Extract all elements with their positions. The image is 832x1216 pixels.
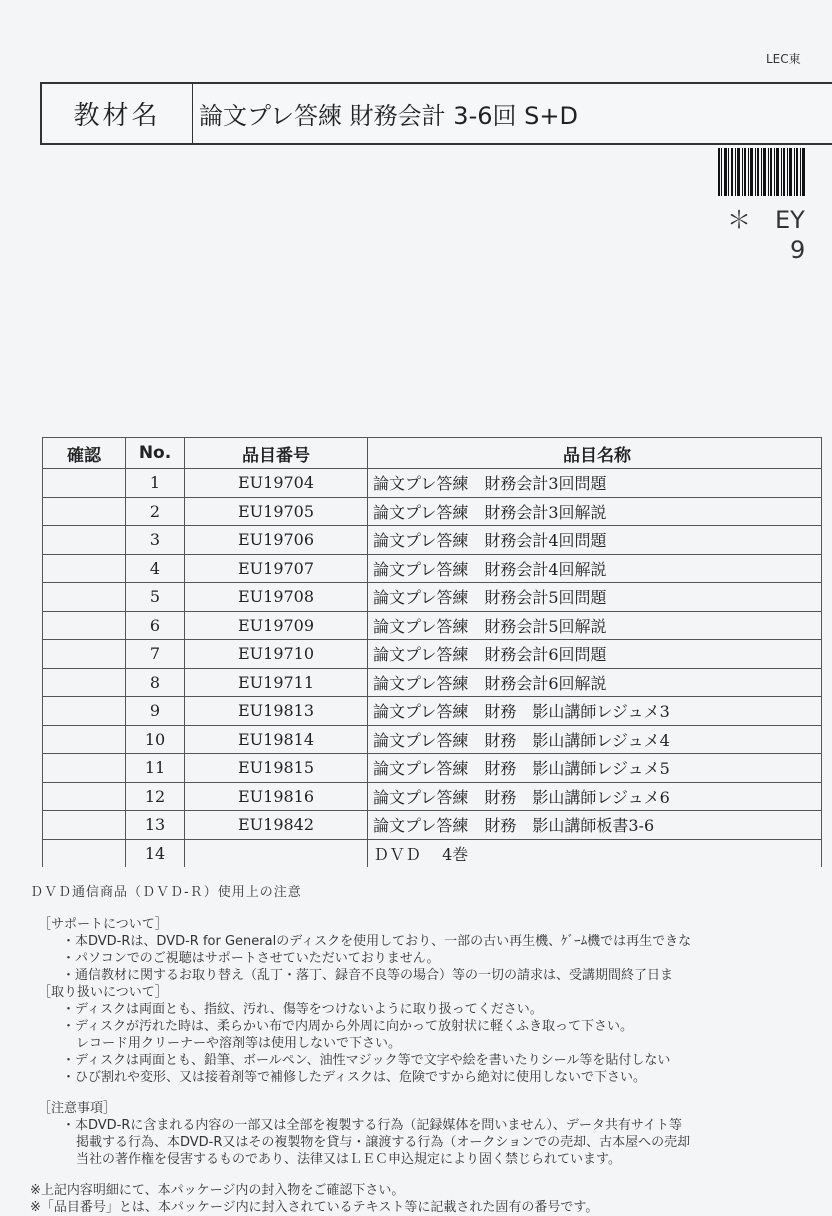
check-cell	[43, 782, 126, 811]
row-number: 5	[126, 583, 185, 612]
item-code: EU19704	[185, 469, 368, 498]
material-name-box	[40, 82, 832, 145]
check-cell	[43, 697, 126, 726]
header-item-code: 品目番号	[185, 438, 368, 469]
caution-line: 掲載する行為、本DVD-R又はその複製物を貸与・譲渡する行為（オークションでの売却、古本屋への売却	[76, 1135, 691, 1150]
header-item-name: 品目名称	[368, 438, 822, 469]
header-check: 確認	[43, 438, 126, 469]
check-cell	[43, 526, 126, 555]
row-number: 10	[126, 725, 185, 754]
table-row	[43, 754, 822, 783]
check-cell	[43, 668, 126, 697]
item-code: EU19709	[185, 611, 368, 640]
table-row	[43, 725, 822, 754]
row-number: 2	[126, 497, 185, 526]
check-cell	[43, 554, 126, 583]
item-code: EU19706	[185, 526, 368, 555]
handling-line: ・ディスクが汚れた時は、柔らかい布で内周から外周に向かって放射状に軽くふき取って下さい。	[62, 1019, 633, 1034]
row-number: 11	[126, 754, 185, 783]
support-line: ・本DVD-Rは、DVD-R for Generalのディスクを使用しており、一部の古い再生機、ｹﾞｰﾑ機では再生できな	[62, 934, 692, 949]
table-row	[43, 554, 822, 583]
table-row	[43, 497, 822, 526]
footer-note: ※上記内容明細にて、本パッケージ内の封入物をご確認下さい。	[30, 1183, 405, 1198]
item-name: 論文プレ答練 財務 影山講師レジュメ5	[368, 754, 822, 783]
item-code: EU19814	[185, 725, 368, 754]
row-number: 1	[126, 469, 185, 498]
check-cell	[43, 725, 126, 754]
caution-line: ・本DVD-Rに含まれる内容の一部又は全部を複製する行為（記録媒体を問いません）、データ共有サイト等	[62, 1118, 682, 1133]
row-number: 7	[126, 640, 185, 669]
item-name: 論文プレ答練 財務会計5回問題	[368, 583, 822, 612]
table-row	[43, 583, 822, 612]
barcode-icon	[718, 148, 808, 196]
check-cell	[43, 640, 126, 669]
table-row	[43, 469, 822, 498]
table-row	[43, 782, 822, 811]
corner-label: LEC東	[766, 52, 801, 66]
item-name: ＤＶＤ 4巻	[368, 839, 822, 867]
material-name-value: 論文プレ答練 財務会計 3-6回 S+D	[199, 102, 578, 130]
handling-line: ・ひび割れや変形、又は接着剤等で補修したディスクは、危険ですから絶対に使用しないで下さい。	[62, 1070, 646, 1085]
item-code	[185, 839, 368, 867]
product-code-sub: 9	[790, 236, 806, 264]
table-row	[43, 697, 822, 726]
table-header-row	[43, 438, 822, 469]
item-name: 論文プレ答練 財務 影山講師レジュメ6	[368, 782, 822, 811]
item-name: 論文プレ答練 財務会計3回問題	[368, 469, 822, 498]
material-name-label: 教材名	[42, 84, 193, 143]
caution-heading: ［注意事項］	[38, 1101, 117, 1116]
item-name: 論文プレ答練 財務会計6回問題	[368, 640, 822, 669]
handling-line: レコード用クリーナーや溶剤等は使用しないで下さい。	[76, 1036, 402, 1051]
support-line: ・通信教材に関するお取り替え（乱丁・落丁、録音不良等の場合）等の一切の請求は、受講期間終了日ま	[62, 968, 674, 983]
item-code: EU19708	[185, 583, 368, 612]
check-cell	[43, 469, 126, 498]
table-row	[43, 526, 822, 555]
table-row	[43, 839, 822, 867]
caution-line: 当社の著作権を侵害するものであり、法律又はＬＥＣ申込規定により固く禁じられています。	[76, 1152, 621, 1167]
table-row	[43, 811, 822, 840]
item-code: EU19707	[185, 554, 368, 583]
item-name: 論文プレ答練 財務 影山講師レジュメ4	[368, 725, 822, 754]
table-row	[43, 611, 822, 640]
row-number: 13	[126, 811, 185, 840]
handling-heading: ［取り扱いについて］	[38, 985, 168, 1000]
row-number: 12	[126, 782, 185, 811]
check-cell	[43, 811, 126, 840]
row-number: 14	[126, 839, 185, 867]
handling-line: ・ディスクは両面とも、指紋、汚れ、傷等をつけないように取り扱ってください。	[62, 1002, 543, 1017]
item-name: 論文プレ答練 財務会計4回解説	[368, 554, 822, 583]
row-number: 6	[126, 611, 185, 640]
product-code: ＊ EY	[727, 206, 805, 234]
item-name: 論文プレ答練 財務会計6回解説	[368, 668, 822, 697]
item-code: EU19710	[185, 640, 368, 669]
check-cell	[43, 497, 126, 526]
support-heading: ［サポートについて］	[38, 917, 168, 932]
item-code: EU19813	[185, 697, 368, 726]
check-cell	[43, 839, 126, 867]
support-line: ・パソコンでのご視聴はサポートさせていただいておりません。	[62, 951, 440, 966]
item-name: 論文プレ答練 財務 影山講師レジュメ3	[368, 697, 822, 726]
item-code: EU19711	[185, 668, 368, 697]
usage-notes	[30, 884, 820, 1216]
header-no: No.	[126, 438, 185, 469]
footer-note: ※「品目番号」とは、本パッケージ内に封入されているテキスト等に記載された固有の番号です。	[30, 1200, 599, 1215]
row-number: 3	[126, 526, 185, 555]
notes-heading: ＤＶＤ通信商品（ＤＶＤ-Ｒ）使用上の注意	[30, 885, 302, 900]
row-number: 8	[126, 668, 185, 697]
item-code: EU19842	[185, 811, 368, 840]
table-row	[43, 668, 822, 697]
item-name: 論文プレ答練 財務会計3回解説	[368, 497, 822, 526]
item-code: EU19816	[185, 782, 368, 811]
row-number: 4	[126, 554, 185, 583]
item-code: EU19815	[185, 754, 368, 783]
item-name: 論文プレ答練 財務会計4回問題	[368, 526, 822, 555]
table-row	[43, 640, 822, 669]
item-code: EU19705	[185, 497, 368, 526]
item-name: 論文プレ答練 財務 影山講師板書3-6	[368, 811, 822, 840]
check-cell	[43, 583, 126, 612]
handling-line: ・ディスクは両面とも、鉛筆、ボールペン、油性マジック等で文字や絵を書いたりシール等を貼付しない	[62, 1053, 671, 1068]
item-table	[42, 437, 822, 867]
check-cell	[43, 611, 126, 640]
check-cell	[43, 754, 126, 783]
row-number: 9	[126, 697, 185, 726]
item-name: 論文プレ答練 財務会計5回解説	[368, 611, 822, 640]
